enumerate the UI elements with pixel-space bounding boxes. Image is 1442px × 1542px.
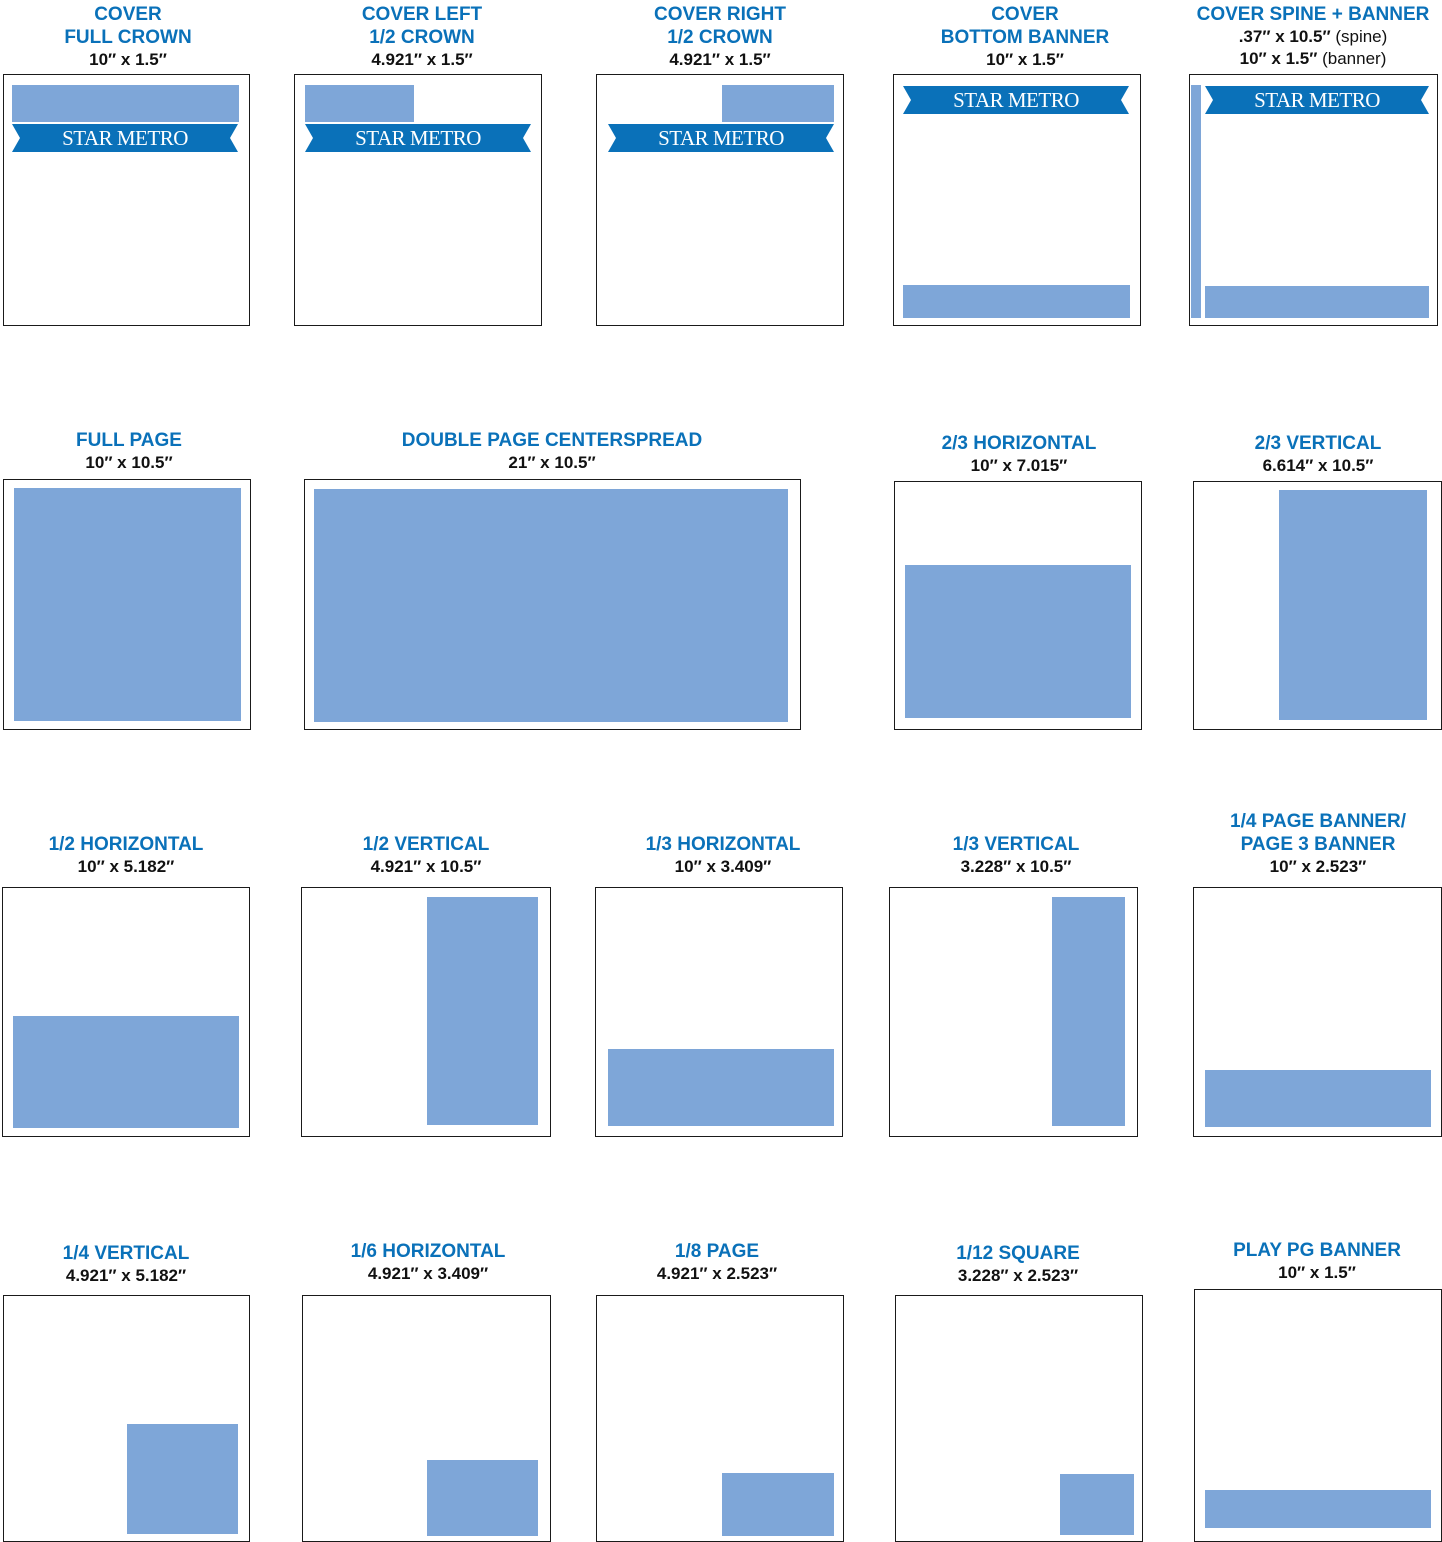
brand-logo-text: STAR METRO	[953, 88, 1079, 112]
ad-title: FULL PAGE	[76, 430, 182, 451]
ad-dimensions	[865, 49, 1185, 71]
ad-dimensions	[0, 452, 289, 474]
dimension-note: (banner)	[1317, 49, 1387, 68]
ad-area	[13, 1016, 239, 1128]
dimension-value: 10″ x 2.523″	[1269, 857, 1367, 876]
ad-dimensions	[0, 49, 288, 71]
brand-logo-text: STAR METRO	[355, 126, 481, 150]
ad-dimensions	[856, 856, 1176, 878]
dimension-value: 3.228″ x 10.5″	[960, 857, 1072, 876]
ad-dimensions	[1158, 856, 1442, 878]
ad-title: 2/3 VERTICAL	[1254, 433, 1382, 454]
ad-title: COVER	[94, 4, 162, 25]
star-metro-logo-ribbon	[12, 124, 238, 152]
ad-area	[903, 285, 1130, 318]
ad-dimensions	[266, 856, 586, 878]
ad-dimensions	[0, 856, 286, 878]
star-metro-logo-ribbon	[903, 86, 1129, 114]
dimension-value: 21″ x 10.5″	[508, 453, 596, 472]
ad-dimensions	[1157, 1262, 1442, 1284]
dimension-value: 4.921″ x 3.409″	[367, 1264, 489, 1283]
ad-title: 1/4 PAGE BANNER/	[1230, 811, 1406, 832]
dimension-value: 10″ x 5.182″	[77, 857, 175, 876]
ad-title: COVER RIGHT	[654, 4, 786, 25]
ad-area	[722, 1473, 834, 1536]
ad-dimensions	[0, 1265, 286, 1287]
ad-title: 1/3 HORIZONTAL	[645, 834, 801, 855]
dimension-value: 4.921″ x 1.5″	[669, 50, 771, 69]
ad-area	[1205, 286, 1429, 318]
ad-title: PLAY PG BANNER	[1233, 1240, 1401, 1261]
star-metro-logo-ribbon	[1205, 86, 1429, 114]
ad-area	[305, 85, 414, 122]
ad-area	[1205, 1490, 1431, 1528]
brand-logo-text: STAR METRO	[1254, 88, 1380, 112]
dimension-note: (spine)	[1330, 27, 1388, 46]
ad-title: 1/3 VERTICAL	[952, 834, 1080, 855]
dimension-value: 10″ x 10.5″	[85, 453, 173, 472]
ad-title: 1/2 VERTICAL	[362, 834, 490, 855]
ad-area	[1191, 85, 1201, 318]
brand-logo-text: STAR METRO	[62, 126, 188, 150]
ad-dimensions	[858, 1265, 1178, 1287]
dimension-value: 10″ x 1.5″	[986, 50, 1064, 69]
ad-area	[905, 565, 1131, 718]
ad-title: 1/4 VERTICAL	[62, 1243, 190, 1264]
ad-title: COVER LEFT	[361, 4, 483, 25]
ad-area	[427, 1460, 538, 1536]
ad-dimensions	[262, 49, 582, 71]
ad-dimensions	[1158, 455, 1442, 477]
ad-dimensions	[563, 856, 883, 878]
ad-area	[722, 85, 834, 122]
ad-area	[427, 897, 538, 1125]
ad-area	[314, 489, 788, 722]
dimension-value: 10″ x 1.5″	[1278, 1263, 1356, 1282]
ad-area	[1279, 490, 1427, 720]
ad-dimensions	[1153, 48, 1442, 70]
ad-dimensions	[859, 455, 1179, 477]
ad-title: 1/2 CROWN	[369, 27, 475, 48]
ad-area	[1205, 1070, 1431, 1127]
ad-dimensions	[268, 1263, 588, 1285]
dimension-value: 10″ x 7.015″	[970, 456, 1068, 475]
dimension-value: .37″ x 10.5″	[1238, 27, 1331, 46]
dimension-value: 4.921″ x 10.5″	[370, 857, 482, 876]
ad-title: 1/6 HORIZONTAL	[350, 1241, 506, 1262]
ad-title: 1/12 SQUARE	[956, 1243, 1080, 1264]
dimension-value: 4.921″ x 5.182″	[65, 1266, 187, 1285]
ad-title: DOUBLE PAGE CENTERSPREAD	[401, 430, 703, 451]
ad-dimensions	[392, 452, 712, 474]
dimension-value: 10″ x 1.5″	[89, 50, 167, 69]
dimension-value: 3.228″ x 2.523″	[957, 1266, 1079, 1285]
ad-title: 2/3 HORIZONTAL	[941, 433, 1097, 454]
ad-title: FULL CROWN	[64, 27, 192, 48]
ad-area	[608, 1049, 834, 1126]
ad-title: COVER	[991, 4, 1059, 25]
dimension-value: 10″ x 1.5″	[1239, 49, 1318, 68]
dimension-value: 4.921″ x 1.5″	[371, 50, 473, 69]
dimension-value: 4.921″ x 2.523″	[656, 1264, 778, 1283]
ad-area	[1052, 897, 1125, 1126]
ad-dimensions	[1153, 26, 1442, 48]
ad-title: 1/8 PAGE	[674, 1241, 760, 1262]
ad-title: PAGE 3 BANNER	[1240, 834, 1396, 855]
star-metro-logo-ribbon	[608, 124, 834, 152]
brand-logo-text: STAR METRO	[658, 126, 784, 150]
ad-dimensions	[560, 49, 880, 71]
dimension-value: 10″ x 3.409″	[674, 857, 772, 876]
dimension-value: 6.614″ x 10.5″	[1262, 456, 1374, 475]
ad-area	[14, 488, 241, 721]
ad-title: 1/2 CROWN	[667, 27, 773, 48]
ad-title: COVER SPINE + BANNER	[1196, 4, 1430, 25]
ad-area	[12, 85, 239, 122]
ad-dimensions	[557, 1263, 877, 1285]
ad-area	[1060, 1474, 1134, 1535]
ad-area	[127, 1424, 238, 1534]
ad-title: BOTTOM BANNER	[940, 27, 1110, 48]
star-metro-logo-ribbon	[305, 124, 531, 152]
ad-title: 1/2 HORIZONTAL	[48, 834, 204, 855]
